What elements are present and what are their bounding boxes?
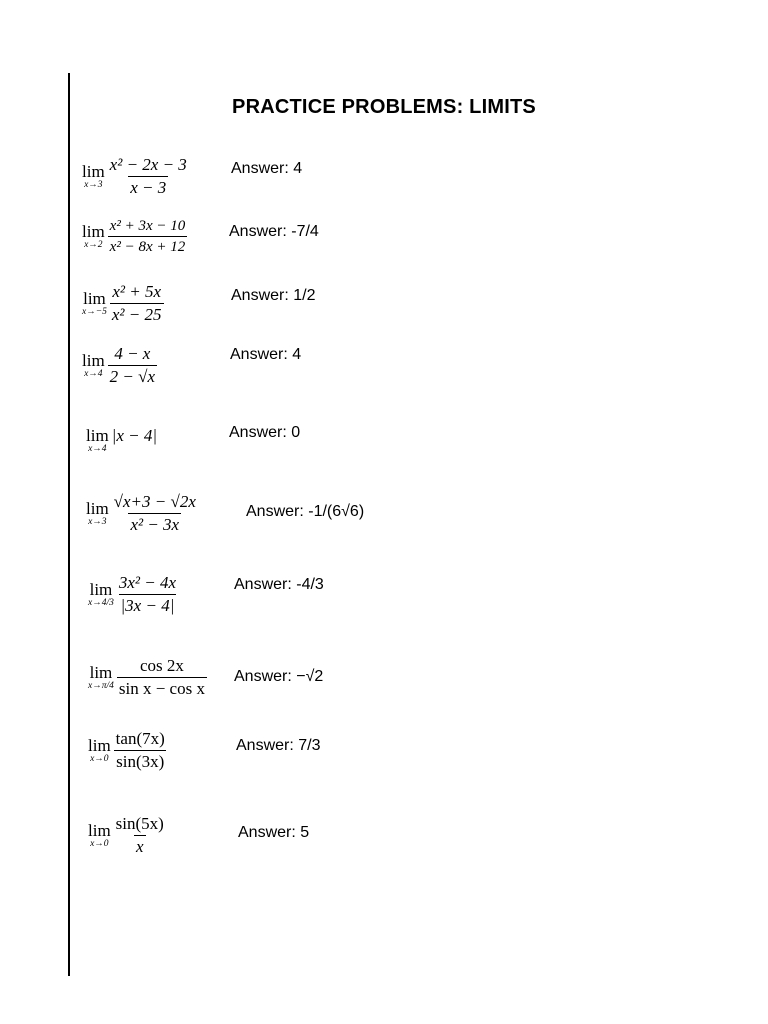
limit-subscript: x→0 — [90, 754, 109, 764]
answer: Answer: 4 — [231, 160, 303, 177]
answer: Answer: 7/3 — [236, 737, 321, 754]
limit-subscript: x→3 — [88, 517, 107, 527]
numerator: √x+3 − √2x — [113, 492, 196, 511]
answer: Answer: -7/4 — [229, 223, 319, 240]
limit-expression: lim x→0 $\frac{\tan(7x)}{\sin(3x)}$ — [88, 729, 165, 771]
limit-expression: lim x→3 $\frac{\text{x² − 2x − 3}}{x - 3}$ — [82, 155, 187, 197]
numerator: sin(5x) — [115, 814, 164, 833]
limit-expression: lim x→4/3 $\frac{\text{3x² − 4x}}{|3x - 4|}$ — [88, 573, 177, 615]
numerator: tan(7x) — [115, 729, 165, 748]
limit-subscript: x→4 — [84, 369, 103, 379]
denominator: x² − 8x + 12 — [108, 236, 188, 256]
denominator: x² − 3x — [130, 515, 180, 534]
answer: Answer: 4 — [230, 346, 302, 363]
limit-subscript: x→0 — [90, 839, 109, 849]
limit-expression: lim x→0 $\frac{\sin(5x)}{x}$ — [88, 814, 164, 856]
numerator: x² + 5x — [112, 282, 162, 301]
limit-subscript: x→−5 — [82, 307, 107, 317]
denominator: x² − 25 — [111, 305, 162, 324]
denominator: |3x − 4| — [120, 596, 175, 615]
limit-expression: lim x→4 |x − 4| — [86, 425, 158, 454]
answer: Answer: -4/3 — [234, 576, 324, 593]
numerator: x² − 2x − 3 — [109, 155, 187, 174]
limit-subscript: x→4 — [88, 444, 107, 454]
page-title: PRACTICE PROBLEMS: LIMITS — [232, 96, 536, 118]
denominator: sin x − cos x — [118, 679, 205, 698]
answer: Answer: -1/(6√6) — [246, 503, 365, 520]
numerator: x² + 3x − 10 — [109, 218, 186, 234]
margin-rule — [68, 73, 70, 976]
denominator: x — [135, 837, 144, 856]
numerator: cos 2x — [139, 656, 184, 675]
answer: Answer: −√2 — [234, 668, 324, 685]
numerator: 3x² − 4x — [118, 573, 177, 592]
answer: Answer: 1/2 — [231, 287, 316, 304]
limit-expression: lim x→3 $\frac{√x+3 - √2x}{\text{x² − 3x}}$ — [86, 492, 196, 534]
numerator: 4 − x — [114, 344, 151, 363]
absolute-value-expression: |x − 4| — [111, 425, 158, 445]
limit-expression: lim x→4 $\frac{4 - x}{2 - √x}$ — [82, 344, 156, 386]
answer: Answer: 0 — [229, 424, 301, 441]
answer: Answer: 5 — [238, 824, 310, 841]
limit-subscript: x→3 — [84, 180, 103, 190]
limit-expression: lim x→−5 $\frac{\text{x² + 5x}}{\text{x² − 25}}$ — [82, 282, 162, 324]
limit-expression: lim x→2 $\frac{\text{x² + 3x − 10}}{\text{x² − 8x + 12}}$ — [82, 218, 186, 255]
limit-subscript: x→2 — [84, 240, 103, 250]
denominator: sin(3x) — [116, 752, 165, 771]
denominator: x − 3 — [130, 178, 167, 197]
limit-subscript: x→π/4 — [88, 681, 114, 691]
limit-expression: lim x→π/4 $\frac{\cos 2x}{\text{sin x − cos x}}$ — [88, 656, 205, 698]
limit-subscript: x→4/3 — [88, 598, 114, 608]
denominator: 2 − √x — [109, 367, 156, 386]
